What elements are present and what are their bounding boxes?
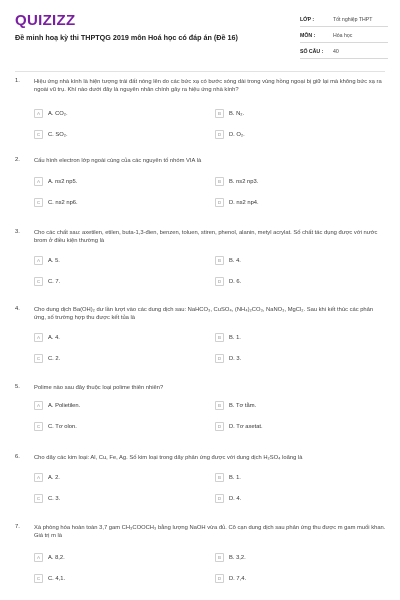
- answer-option[interactable]: [34, 493, 60, 504]
- option-letter-box: D: [215, 494, 224, 503]
- answer-option[interactable]: [34, 552, 65, 563]
- meta-value: 40: [333, 48, 339, 55]
- option-text: D. 7,4.: [229, 575, 247, 582]
- option-letter-box: A: [34, 109, 43, 118]
- meta-value: Tốt nghiệp THPT: [333, 16, 373, 23]
- question-item: [0, 384, 400, 454]
- option-letter-box: B: [215, 401, 224, 410]
- option-letter-box: C: [34, 130, 43, 139]
- question-text: Cho dung dịch Ba(OH)₂ dư lần lượt vào các dung dịch sau: NaHCO₃, CuSO₄, (NH₄)₂CO₃, NaNO₃, MgCl₂. Sau khi kết thúc các phản ứng, số trường hợp thu được kết tủa là: [34, 307, 374, 322]
- answer-option[interactable]: [215, 353, 241, 364]
- question-item: [0, 229, 400, 306]
- option-letter-box: D: [215, 130, 224, 139]
- option-text: C. 2.: [48, 355, 61, 362]
- option-text: A. 4.: [48, 334, 60, 341]
- meta-value: Hóa học: [333, 32, 353, 39]
- answer-option[interactable]: [215, 552, 246, 563]
- meta-label: SỐ CÂU :: [300, 48, 324, 55]
- option-text: D. 4.: [229, 495, 242, 502]
- question-number: 1.: [15, 78, 20, 84]
- option-text: A. 5.: [48, 257, 60, 264]
- option-text: C. 3.: [48, 495, 61, 502]
- option-letter-box: D: [215, 354, 224, 363]
- answer-option[interactable]: [215, 276, 241, 287]
- option-text: D. 6.: [229, 278, 242, 285]
- question-number: 3.: [15, 229, 20, 235]
- question-text: Hiệu ứng nhà kính là hiện tượng trái đất nóng lên do các bức xạ có bước sóng dài trong vùng hồng ngoại bị giữ lại mà không bức xạ ra ngoài vũ trụ. Khí nào dưới đây là nguyên nhân chính gây ra hiệu ứng nhà kính?: [34, 79, 382, 94]
- option-text: A. 8,2.: [48, 554, 65, 561]
- option-letter-box: C: [34, 422, 43, 431]
- question-text: Cho các chất sau: axetilen, etilen, buta-1,3-đien, benzen, toluen, stiren, phenol, alanin, metyl acrylat. Số chất tác dụng được với nước brom ở điều kiện thường là: [34, 230, 378, 245]
- option-text: C. 4,1.: [48, 575, 66, 582]
- header-divider: [15, 71, 385, 72]
- answer-option[interactable]: [34, 108, 68, 119]
- option-letter-box: C: [34, 277, 43, 286]
- document-title: Đề minh hoạ kỳ thi THPTQG 2019 môn Hoá học có đáp án (Đề 16): [15, 33, 238, 42]
- question-text: Cho dãy các kim loại: Al, Cu, Fe, Ag. Số kim loại trong dãy phản ứng được với dung dịch H₂SO₄ loãng là: [34, 455, 303, 461]
- question-text: Polime nào sau đây thuộc loại polime thiên nhiên?: [34, 385, 164, 391]
- answer-option[interactable]: [215, 255, 241, 266]
- answer-option[interactable]: [34, 129, 68, 140]
- option-text: B. Tơ tằm.: [229, 402, 257, 409]
- answer-option[interactable]: [34, 255, 60, 266]
- question-number: 7.: [15, 524, 20, 530]
- answer-option[interactable]: [215, 472, 241, 483]
- question-number: 4.: [15, 306, 20, 312]
- answer-option[interactable]: [34, 472, 60, 483]
- option-text: A. CO₂.: [48, 110, 68, 117]
- question-list: [0, 78, 400, 594]
- option-text: B. ns2 np3.: [229, 178, 259, 185]
- meta-row-subject: [300, 29, 388, 43]
- answer-option[interactable]: [215, 108, 244, 119]
- question-item: [0, 78, 400, 157]
- option-text: C. SO₂.: [48, 131, 68, 138]
- answer-option[interactable]: [34, 353, 60, 364]
- meta-row-class: [300, 13, 388, 27]
- meta-label: LỚP :: [300, 16, 315, 23]
- option-letter-box: D: [215, 574, 224, 583]
- answer-option[interactable]: [215, 332, 241, 343]
- option-letter-box: C: [34, 494, 43, 503]
- question-text: Xà phòng hóa hoàn toàn 3,7 gam CH₃COOCH₃ bằng lượng NaOH vừa đủ. Cô cạn dung dịch sau phản ứng thu được m gam muối khan. Giá trị m là: [34, 525, 386, 540]
- answer-option[interactable]: [34, 276, 60, 287]
- option-text: A. 2.: [48, 474, 60, 481]
- meta-panel: [300, 13, 388, 61]
- option-letter-box: B: [215, 333, 224, 342]
- option-letter-box: A: [34, 256, 43, 265]
- answer-option[interactable]: [34, 176, 77, 187]
- option-text: D. 3.: [229, 355, 242, 362]
- answer-option[interactable]: [215, 176, 258, 187]
- option-text: C. 7.: [48, 278, 61, 285]
- answer-option[interactable]: [34, 400, 80, 411]
- answer-option[interactable]: [215, 421, 263, 432]
- answer-option[interactable]: [34, 573, 65, 584]
- option-text: D. O₂.: [229, 131, 245, 138]
- option-letter-box: A: [34, 177, 43, 186]
- option-text: B. 1.: [229, 334, 241, 341]
- question-item: [0, 524, 400, 594]
- answer-option[interactable]: [215, 129, 245, 140]
- option-letter-box: D: [215, 422, 224, 431]
- option-letter-box: B: [215, 256, 224, 265]
- option-letter-box: A: [34, 473, 43, 482]
- meta-row-question-count: [300, 45, 388, 59]
- answer-option[interactable]: [215, 493, 241, 504]
- question-item: [0, 306, 400, 384]
- option-text: D. Tơ axetat.: [229, 423, 263, 430]
- meta-label: MÔN :: [300, 32, 316, 39]
- option-text: D. ns2 np4.: [229, 199, 259, 206]
- question-number: 5.: [15, 384, 20, 390]
- answer-option[interactable]: [34, 332, 60, 343]
- option-letter-box: B: [215, 109, 224, 118]
- option-text: A. ns2 np5.: [48, 178, 78, 185]
- option-letter-box: C: [34, 198, 43, 207]
- question-item: [0, 454, 400, 524]
- question-number: 6.: [15, 454, 20, 460]
- answer-option[interactable]: [34, 197, 78, 208]
- option-letter-box: D: [215, 277, 224, 286]
- option-text: C. Tơ olon.: [48, 423, 77, 430]
- option-text: B. N₂.: [229, 110, 245, 117]
- option-letter-box: B: [215, 553, 224, 562]
- option-letter-box: B: [215, 177, 224, 186]
- option-letter-box: B: [215, 473, 224, 482]
- option-text: C. ns2 np6.: [48, 199, 78, 206]
- answer-option[interactable]: [215, 197, 259, 208]
- option-letter-box: A: [34, 333, 43, 342]
- option-letter-box: D: [215, 198, 224, 207]
- question-text: Cấu hình electron lớp ngoài cùng của các nguyên tố nhóm VIA là: [34, 158, 202, 164]
- option-text: A. Polietilen.: [48, 402, 81, 409]
- question-item: [0, 157, 400, 229]
- answer-option[interactable]: [215, 573, 246, 584]
- quizizz-logo: QUIZIZZ: [15, 12, 76, 29]
- option-letter-box: A: [34, 401, 43, 410]
- option-text: B. 3,2.: [229, 554, 246, 561]
- question-number: 2.: [15, 157, 20, 163]
- option-text: B. 1.: [229, 474, 241, 481]
- option-text: B. 4.: [229, 257, 241, 264]
- option-letter-box: C: [34, 574, 43, 583]
- answer-option[interactable]: [215, 400, 256, 411]
- option-letter-box: A: [34, 553, 43, 562]
- answer-option[interactable]: [34, 421, 77, 432]
- option-letter-box: C: [34, 354, 43, 363]
